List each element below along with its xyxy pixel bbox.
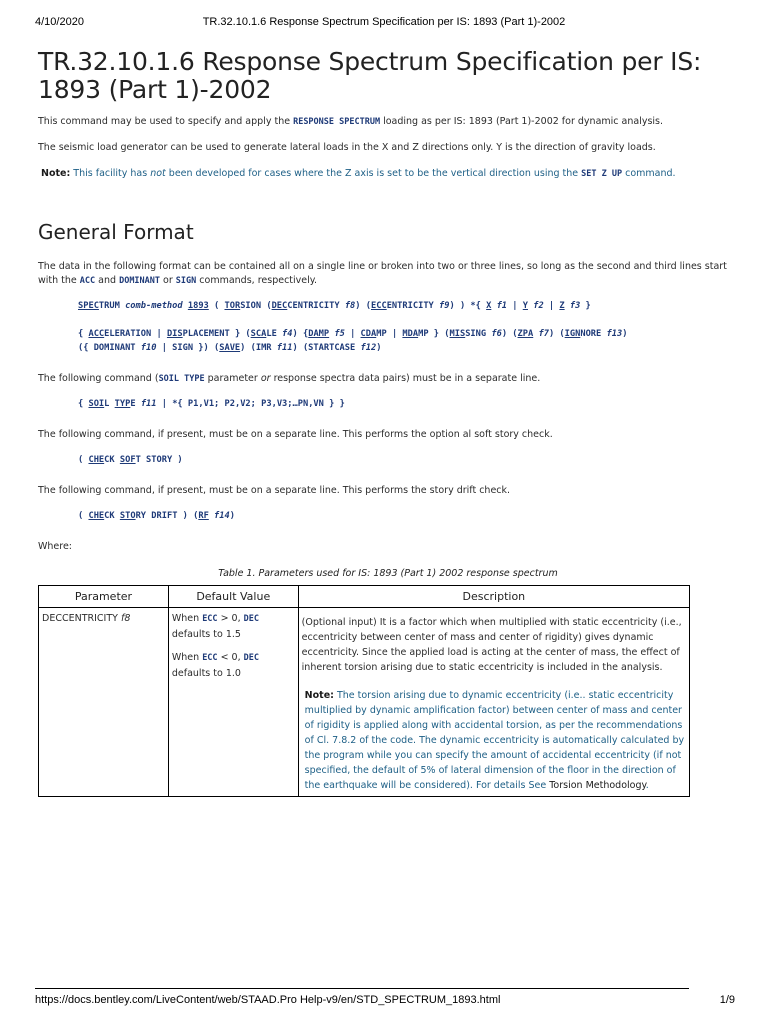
- cell-parameter: [39, 608, 169, 797]
- general-format-heading: General Format: [38, 220, 194, 244]
- intro-text: This command may be used to specify and apply the: [38, 116, 294, 127]
- page-title: TR.32.10.1.6 Response Spectrum Specification per IS: 1893 (Part 1)-2002: [38, 47, 702, 104]
- cell-default-value: [168, 608, 298, 797]
- default-text-mid: < 0,: [217, 652, 244, 663]
- note-end: .: [645, 780, 649, 791]
- table-caption: Table 1. Parameters used for IS: 1893 (Part 1) 2002 response spectrum: [218, 568, 558, 579]
- note-text-middle: been developed for cases where the Z axis is set to be the vertical direction using the: [165, 168, 582, 179]
- param-name: DECCENTRICITY: [42, 613, 121, 624]
- gf-and: and: [95, 275, 120, 286]
- document-body: [38, 48, 738, 797]
- soil-text-end: response spectra data pairs) must be in a separate line.: [270, 373, 541, 384]
- code-dec: DEC: [243, 653, 259, 663]
- cell-description: [298, 608, 689, 797]
- where-label: Where:: [38, 541, 73, 552]
- story-drift-paragraph: The following command, if present, must be on a separate line. This performs the story drift check.: [38, 485, 511, 496]
- note-emphasis: not: [150, 168, 166, 179]
- default-text: When: [171, 613, 203, 624]
- param-variable: f8: [120, 613, 131, 624]
- page-number: 1/9: [719, 994, 735, 1006]
- syntax-check-story-drift: ( CHECK STORY DRIFT ) (RF f14): [78, 511, 235, 521]
- gf-text-end: commands, respectively.: [196, 275, 318, 286]
- default-text-end: defaults to 1.5: [171, 629, 241, 640]
- note-label: Note:: [304, 690, 334, 701]
- parameters-table: [38, 585, 690, 797]
- note-label: Note:: [41, 168, 71, 179]
- code-ecc: ECC: [202, 614, 218, 624]
- note-text-end: command.: [622, 168, 676, 179]
- table-header-row: [39, 586, 690, 608]
- gf-text: The data in the following format can be contained all on a single line or broken into two or three lines, so long as the second and third lines start with the: [38, 261, 727, 286]
- default-ecc-negative: [172, 650, 295, 681]
- default-text-end: defaults to 1.0: [171, 668, 241, 679]
- intro-paragraph-1: [38, 115, 738, 129]
- intro-paragraph-2: The seismic load generator can be used to generate lateral loads in the X and Z directions only. Y is the direction of gravity loads.: [38, 142, 656, 153]
- soil-type-paragraph: [38, 372, 738, 386]
- syntax-soil-type: { SOIL TYPE f11 | *{ P1,V1; P2,V2; P3,V3;…PN,VN } }: [78, 399, 345, 409]
- print-date: 4/10/2020: [35, 16, 84, 28]
- soil-text: The following command (: [38, 373, 159, 384]
- footer-url: https://docs.bentley.com/LiveContent/web/STAAD.Pro Help-v9/en/STD_SPECTRUM_1893.html: [35, 994, 501, 1006]
- default-text-mid: > 0,: [217, 613, 244, 624]
- code-dec: DEC: [243, 614, 259, 624]
- gf-or: or: [160, 275, 176, 286]
- code-dominant: DOMINANT: [119, 276, 161, 286]
- intro-text-end: loading as per IS: 1893 (Part 1)-2002 for dynamic analysis.: [380, 116, 664, 127]
- table-row: [39, 608, 690, 797]
- soil-emphasis: or: [260, 373, 271, 384]
- code-ecc: ECC: [202, 653, 218, 663]
- syntax-spectrum-line: SPECTRUM comb-method 1893 ( TORSION (DECCENTRICITY f8) (ECCENTRICITY f9) ) *{ X f1 | Y f2 | Z f3 }: [78, 301, 591, 311]
- header-parameter: Parameter: [39, 586, 169, 608]
- description-text: (Optional input) It is a factor which when multiplied with static eccentricity (i.e., eccentricity between center of mass and center of rigidity) gives dynamic eccentricity. Since the applied load is acting at the center of mass, the effect of inherent torsion arising due to static eccentricity is included in the analysis.: [301, 617, 682, 673]
- print-header: [0, 0, 768, 30]
- print-title: TR.32.10.1.6 Response Spectrum Specification per IS: 1893 (Part 1)-2002: [202, 16, 566, 28]
- note-text: This facility has: [70, 168, 151, 179]
- code-soil-type: SOIL TYPE: [158, 374, 205, 384]
- soft-story-paragraph: The following command, if present, must be on a separate line. This performs the option al soft story check.: [38, 429, 553, 440]
- header-default-value: Default Value: [168, 586, 298, 608]
- syntax-acceleration-line: { ACCELERATION | DISPLACEMENT } (SCALE f4) {DAMP f5 | CDAMP | MDAMP } (MISSING f6) (ZPA f7) (IGNNORE f13) ({ DOMINANT f10 | SIGN }) (SAVE) (IMR f11) (STARTCASE f12): [78, 329, 628, 353]
- note-text: The torsion arising due to dynamic eccentricity (i.e.. static eccentricity multiplied by dynamic amplification factor) between center of mass and center of rigidity is applied along with accidental torsion, as per the recommendations of Cl. 7.8.2 of the code. The dynamic eccentricity is automatically calculated by the program while you can specify the amount of accidental eccentricity (if not specified, the default of 5% of lateral dimension of the floor in the direction of the earthquake will be considered). For details See: [304, 690, 685, 791]
- default-ecc-positive: [172, 611, 295, 642]
- description-note: [302, 688, 686, 793]
- code-response-spectrum: RESPONSE SPECTRUM: [293, 117, 381, 127]
- code-set-z-up: SET Z UP: [581, 169, 623, 179]
- default-text: When: [171, 652, 203, 663]
- footer-divider: [35, 988, 689, 989]
- note-set-z-up: [41, 167, 738, 181]
- general-format-paragraph: [38, 260, 738, 288]
- code-acc: ACC: [79, 276, 96, 286]
- syntax-check-soft-story: ( CHECK SOFT STORY ): [78, 455, 183, 465]
- header-description: Description: [298, 586, 689, 608]
- soil-text-mid: parameter: [204, 373, 261, 384]
- torsion-methodology-link[interactable]: Torsion Methodology: [549, 780, 646, 791]
- code-sign: SIGN: [175, 276, 197, 286]
